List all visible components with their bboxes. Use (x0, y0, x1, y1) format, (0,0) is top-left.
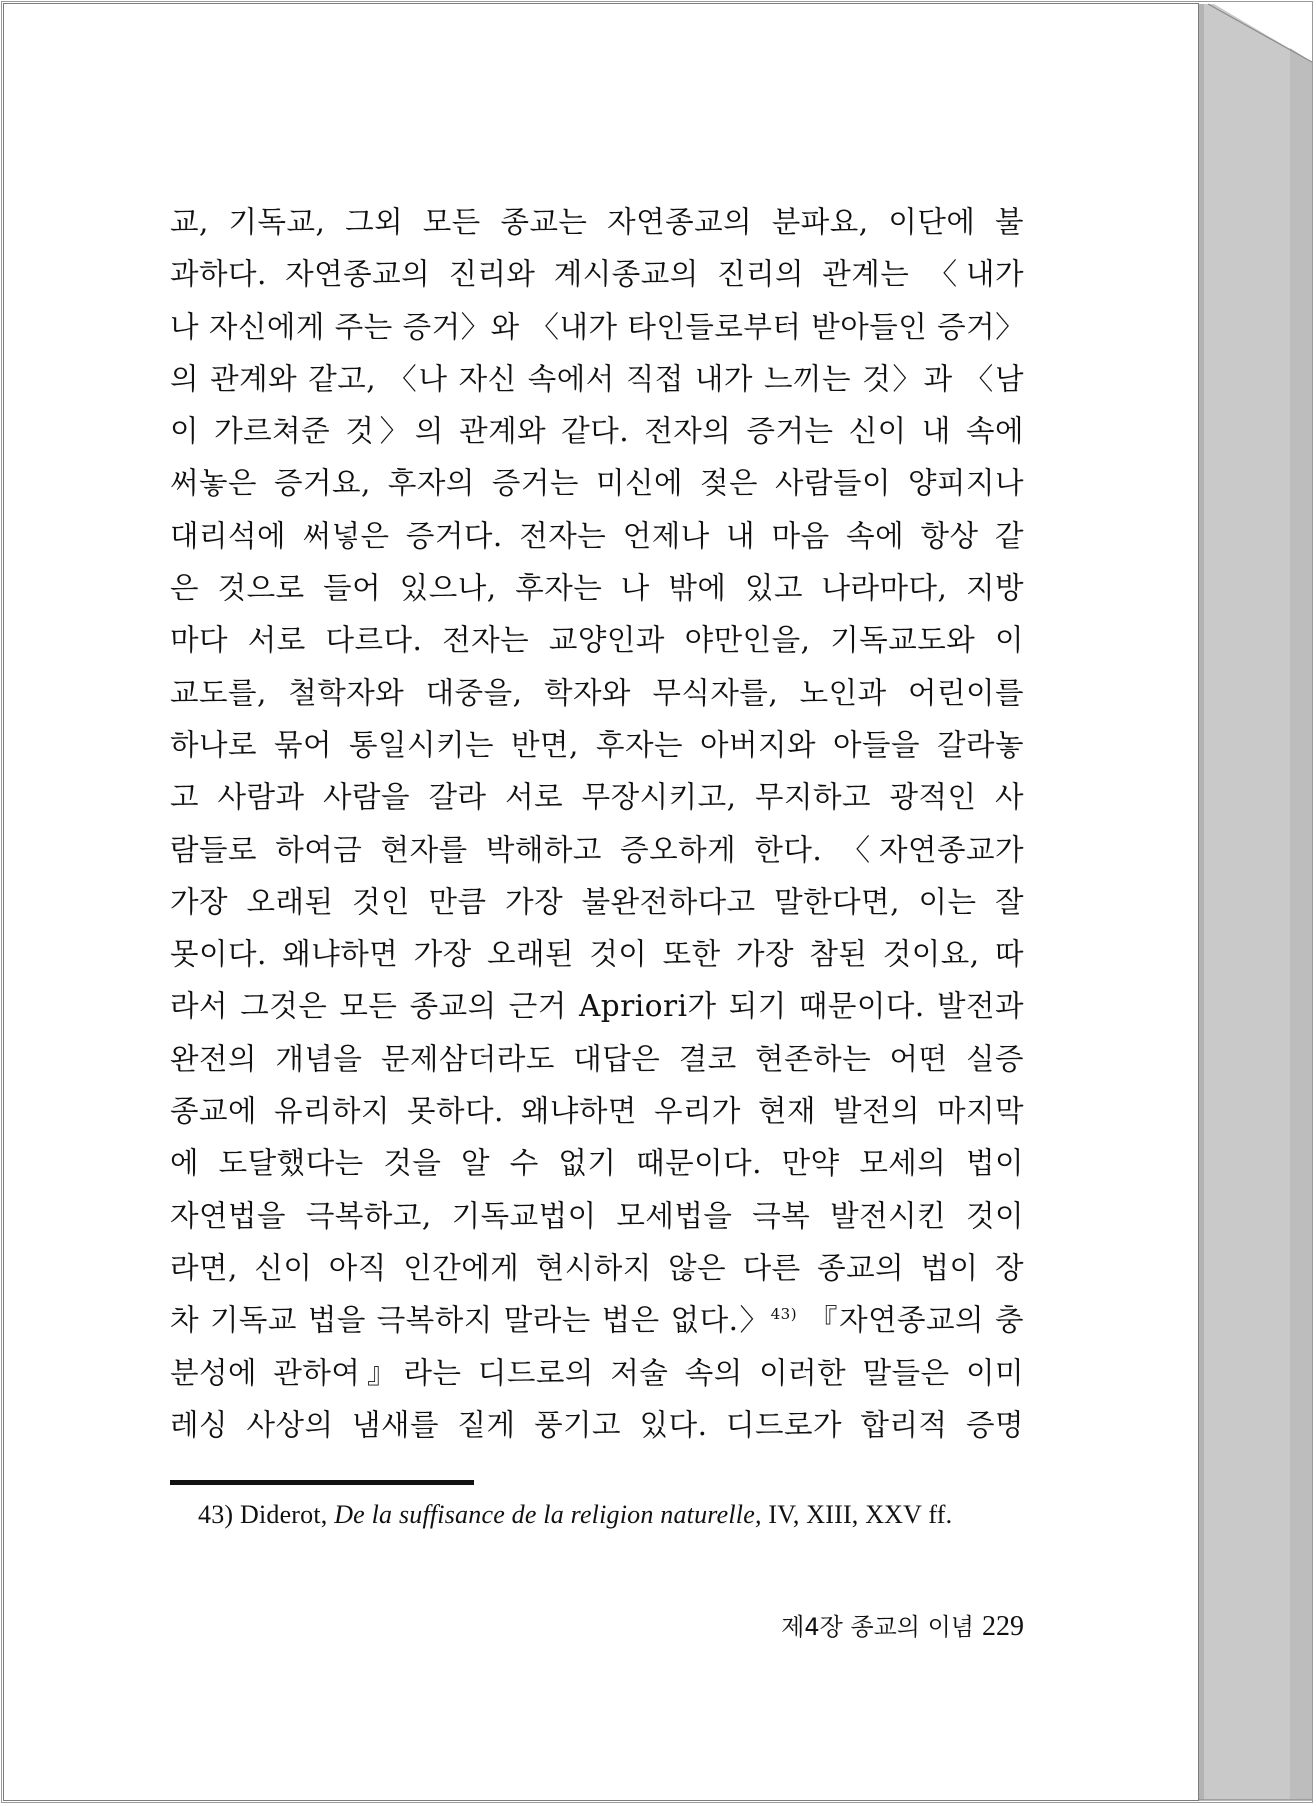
text-line-19: 에 도달했다는 것을 알 수 없기 때문이다. 만약 모세의 법이 (170, 1146, 1024, 1181)
text-line-14: 가장 오래된 것인 만큼 가장 불완전하다고 말한다면, 이는 잘 (170, 884, 1024, 919)
text-line-21: 라면, 신이 아직 인간에게 현시하지 않은 다른 종교의 법이 장 (170, 1250, 1024, 1285)
text-line-9: 마다 서로 다르다. 전자는 교양인과 야만인을, 기독교도와 이 (170, 623, 1024, 658)
text-line-17: 완전의 개념을 문제삼더라도 대답은 결코 현존하는 어떤 실증 (170, 1041, 1024, 1076)
footnote-title: De la suffisance de la religion naturelle, (334, 1500, 762, 1529)
text-line-11: 하나로 묶어 통일시키는 반면, 후자는 아버지와 아들을 갈라놓 (170, 727, 1024, 762)
text-line-23: 분성에 관하여』라는 디드로의 저술 속의 이러한 말들은 이미 (170, 1355, 1024, 1390)
text-line-16: 라서 그것은 모든 종교의 근거 Apriori가 되기 때문이다. 발전과 (170, 989, 1024, 1024)
text-line-24: 레싱 사상의 냄새를 짙게 풍기고 있다. 디드로가 합리적 증명 (170, 1407, 1024, 1442)
footnote-number: 43) (198, 1500, 234, 1529)
text-line-18: 종교에 유리하지 못하다. 왜냐하면 우리가 현재 발전의 마지막 (170, 1094, 1024, 1129)
text-line-4: 의 관계와 같고, 〈나 자신 속에서 직접 내가 느끼는 것〉과 〈남 (170, 361, 1024, 396)
page-number: 229 (982, 1611, 1024, 1642)
running-footer (722, 1607, 1024, 1643)
text-line-13: 람들로 하여금 현자를 박해하고 증오하게 한다. 〈자연종교가 (170, 832, 1024, 867)
text-line-5: 이 가르쳐준 것〉의 관계와 같다. 전자의 증거는 신이 내 속에 (170, 414, 1024, 449)
text-line-7: 대리석에 써넣은 증거다. 전자는 언제나 내 마음 속에 항상 같 (170, 518, 1024, 553)
text-line-1: 교, 기독교, 그외 모든 종교는 자연종교의 분파요, 이단에 불 (170, 205, 1024, 239)
text-line-20: 자연법을 극복하고, 기독교법이 모세법을 극복 발전시킨 것이 (170, 1198, 1024, 1233)
text-line-12: 고 사람과 사람을 갈라 서로 무장시키고, 무지하고 광적인 사 (170, 780, 1024, 815)
footnote-refs: IV, XIII, XXV ff. (768, 1500, 953, 1529)
footnote-reference-43: 43) (770, 1305, 798, 1324)
footnote-43 (198, 1500, 952, 1530)
text-line-8: 은 것으로 들어 있으나, 후자는 나 밖에 있고 나라마다, 지방 (170, 571, 1024, 606)
text-line-22-start: 차 기독교 법을 극복하지 말라는 법은 없다.〉 (170, 1303, 771, 1338)
text-line-22 (170, 1294, 1024, 1346)
chapter-title: 제4장 종교의 이념 (781, 1613, 974, 1641)
footnote-author: Diderot, (239, 1500, 328, 1529)
text-line-3: 나 자신에게 주는 증거〉와 〈내가 타인들로부터 받아들인 증거〉 (170, 309, 1026, 344)
text-line-22-end: 『자연종교의 충 (797, 1303, 1024, 1338)
body-paragraph (170, 196, 1024, 1451)
text-line-15: 못이다. 왜냐하면 가장 오래된 것이 또한 가장 참된 것이요, 따 (170, 937, 1024, 972)
text-line-2: 과하다. 자연종교의 진리와 계시종교의 진리의 관계는 〈내가 (170, 257, 1024, 292)
footnote-divider (170, 1480, 474, 1485)
text-line-10: 교도를, 철학자와 대중을, 학자와 무식자를, 노인과 어린이를 (170, 675, 1024, 710)
text-line-6: 써놓은 증거요, 후자의 증거는 미신에 젖은 사람들이 양피지나 (170, 466, 1024, 501)
